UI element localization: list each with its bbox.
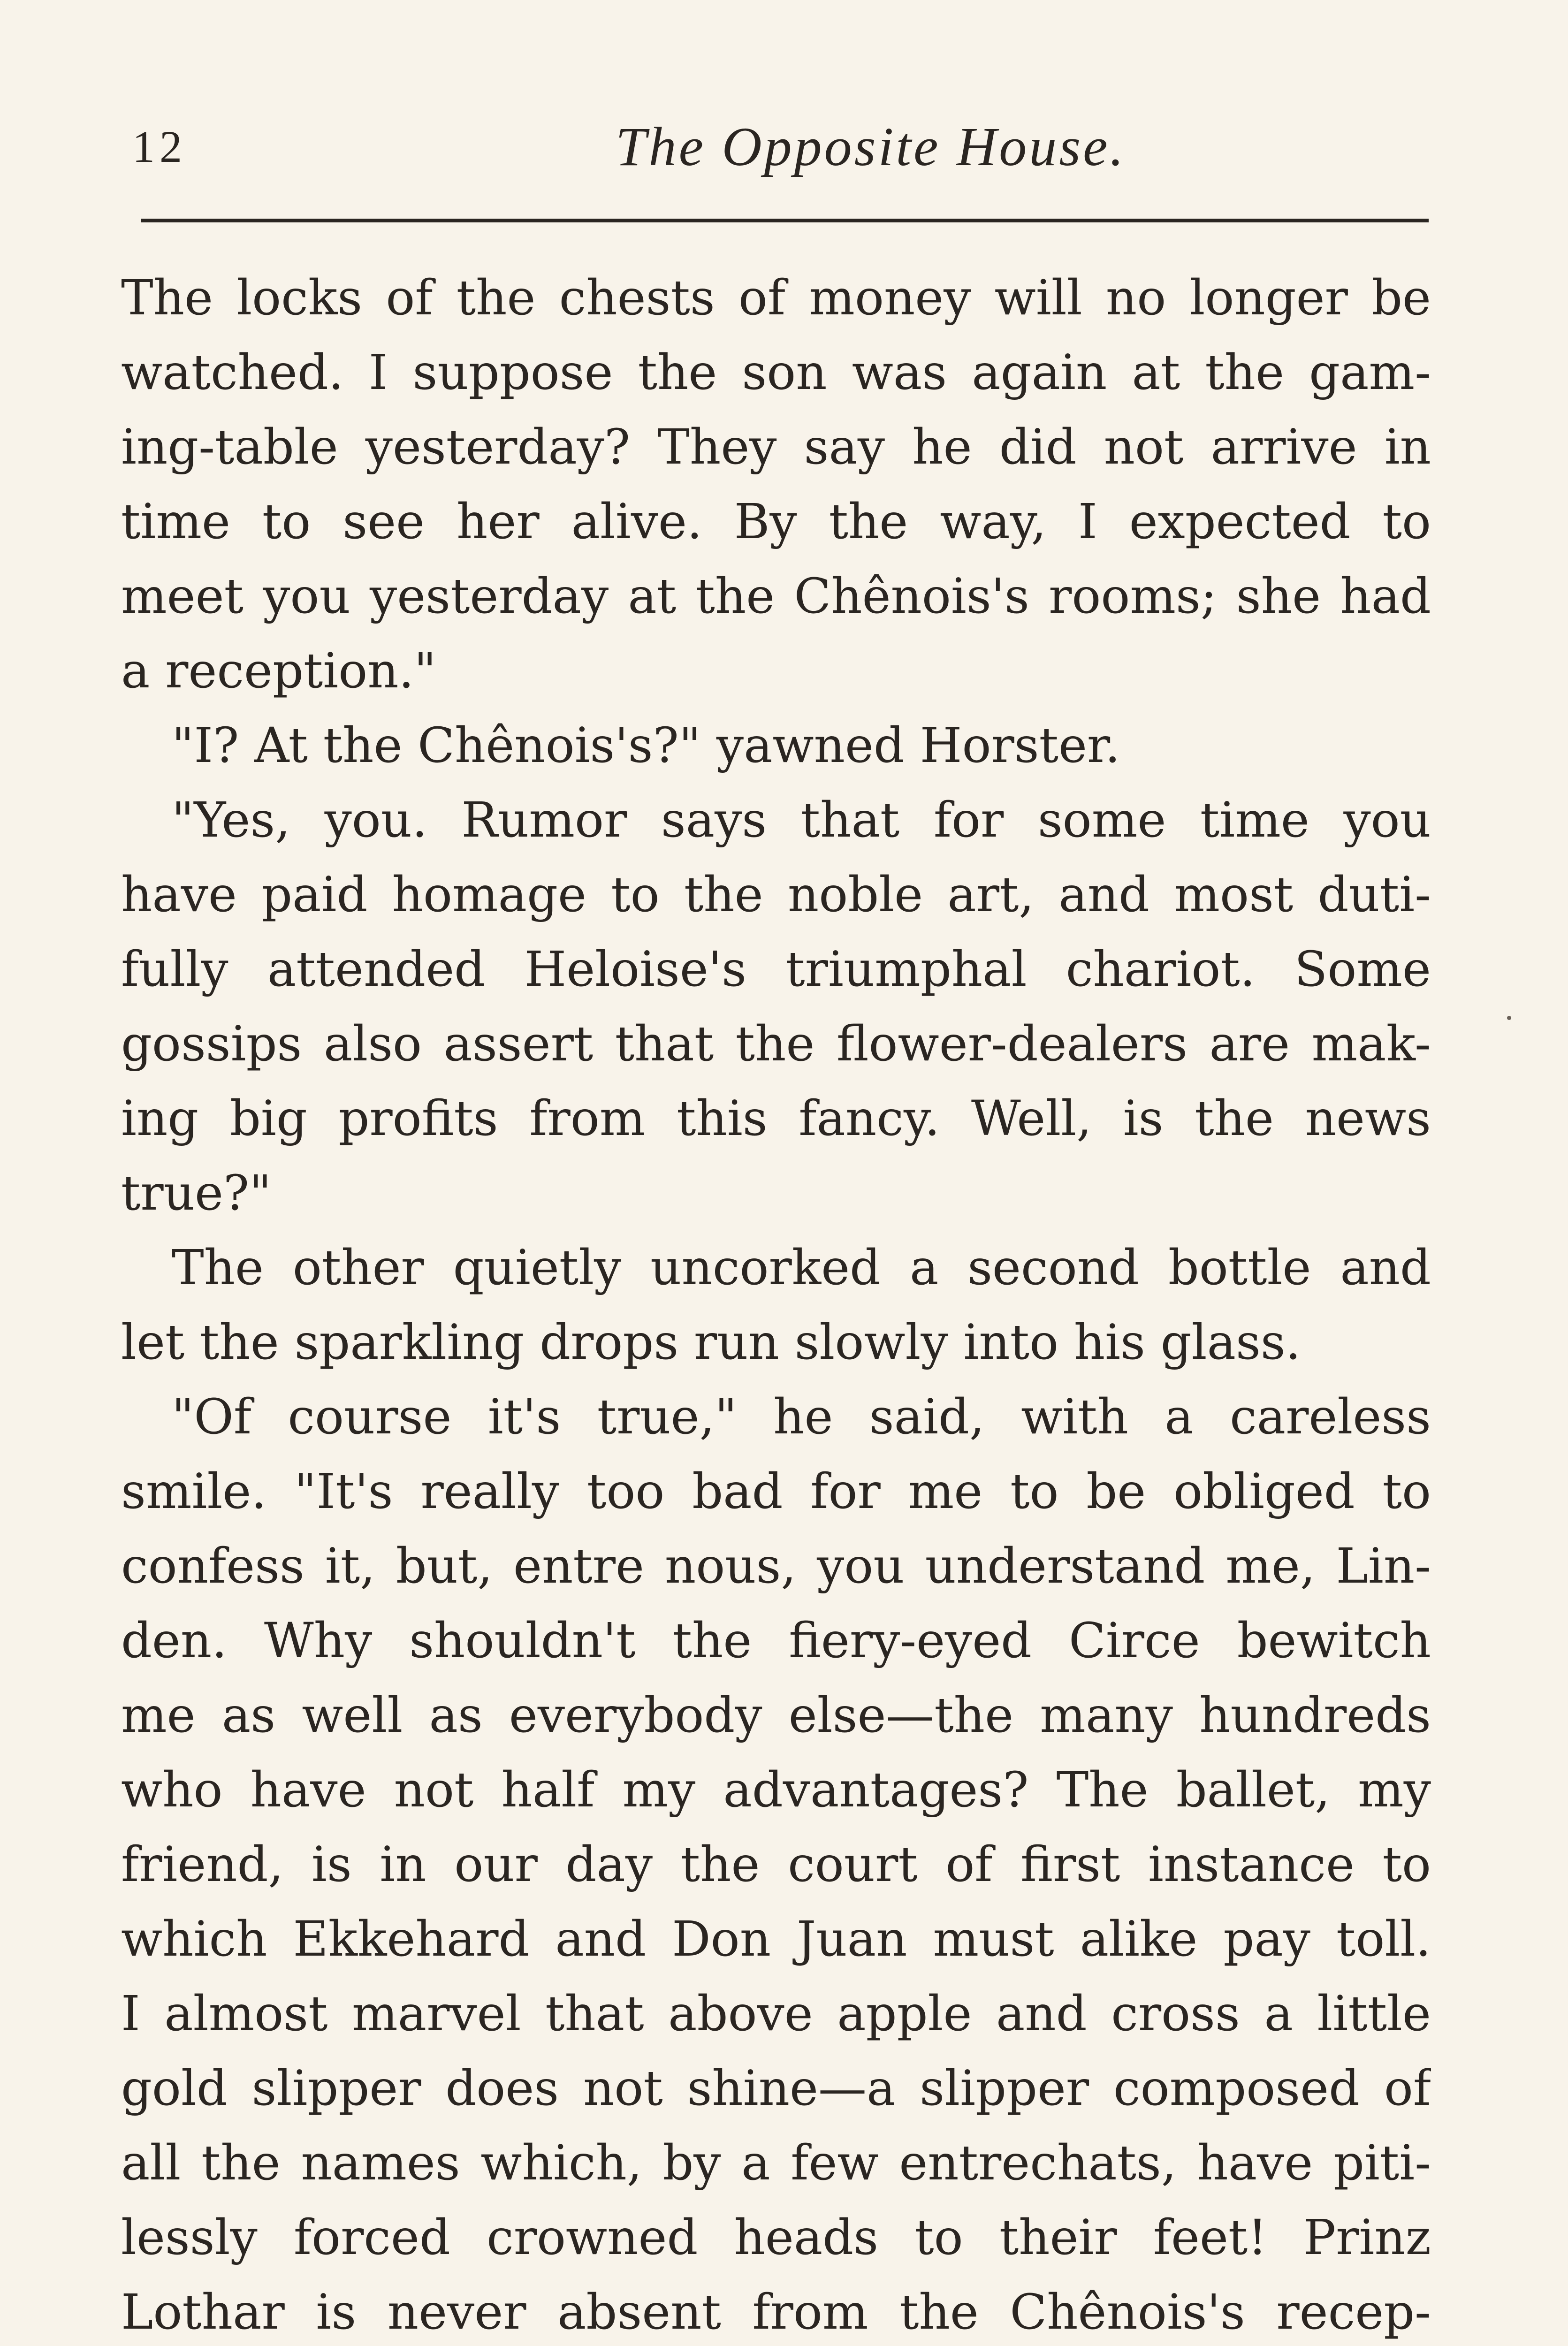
- text-line: who have not half my advantages? The ballet, my: [121, 1762, 1431, 1818]
- text-line: let the sparkling drops run slowly into his glass.: [121, 1314, 1301, 1371]
- body-text: [121, 261, 1431, 2346]
- text-line: "Yes, you. Rumor says that for some time you: [172, 792, 1431, 848]
- text-line: Lothar is never absent from the Chênois's recep-: [121, 2284, 1431, 2340]
- text-line: a reception.": [121, 643, 436, 699]
- text-line: The other quietly uncorked a second bottle and: [172, 1240, 1431, 1296]
- text-line: which Ekkehard and Don Juan must alike pay toll.: [121, 1911, 1431, 1967]
- text-line: ing-table yesterday? They say he did not arrive in: [121, 419, 1431, 475]
- text-line: fully attended Heloise's triumphal chariot. Some: [121, 941, 1431, 998]
- text-line: I almost marvel that above apple and cross a little: [121, 1986, 1431, 2042]
- text-line: The locks of the chests of money will no longer be: [121, 270, 1431, 326]
- running-head: [127, 107, 1427, 187]
- text-line: gold slipper does not shine—a slipper composed of: [121, 2060, 1431, 2117]
- text-line: ing big profits from this fancy. Well, is the news: [121, 1090, 1431, 1147]
- text-line: confess it, but, entre nous, you understand me, Lin-: [121, 1538, 1431, 1594]
- paper-speck: [1507, 1016, 1511, 1020]
- text-line: "Of course it's true," he said, with a careless: [172, 1389, 1431, 1445]
- text-line: time to see her alive. By the way, I expected to: [121, 494, 1431, 550]
- text-line: have paid homage to the noble art, and most duti-: [121, 867, 1431, 923]
- page-number: 12: [132, 122, 187, 172]
- text-line: "I? At the Chênois's?" yawned Horster.: [172, 717, 1120, 774]
- header-rule: [141, 219, 1429, 222]
- text-line: friend, is in our day the court of first instance to: [121, 1836, 1431, 1893]
- text-line: all the names which, by a few entrechats, have piti-: [121, 2135, 1431, 2191]
- text-line: smile. "It's really too bad for me to be obliged to: [121, 1463, 1431, 1520]
- text-line: me as well as everybody else—the many hundreds: [121, 1687, 1431, 1744]
- text-line: gossips also assert that the flower-dealers are mak-: [121, 1016, 1431, 1072]
- text-line: true?": [121, 1165, 272, 1221]
- text-line: meet you yesterday at the Chênois's rooms; she had: [121, 568, 1431, 625]
- text-line: den. Why shouldn't the fiery-eyed Circe bewitch: [121, 1613, 1431, 1669]
- text-line: lessly forced crowned heads to their feet! Prinz: [121, 2209, 1431, 2266]
- text-line: watched. I suppose the son was again at the gam-: [121, 344, 1431, 401]
- running-title: The Opposite House.: [615, 116, 1127, 177]
